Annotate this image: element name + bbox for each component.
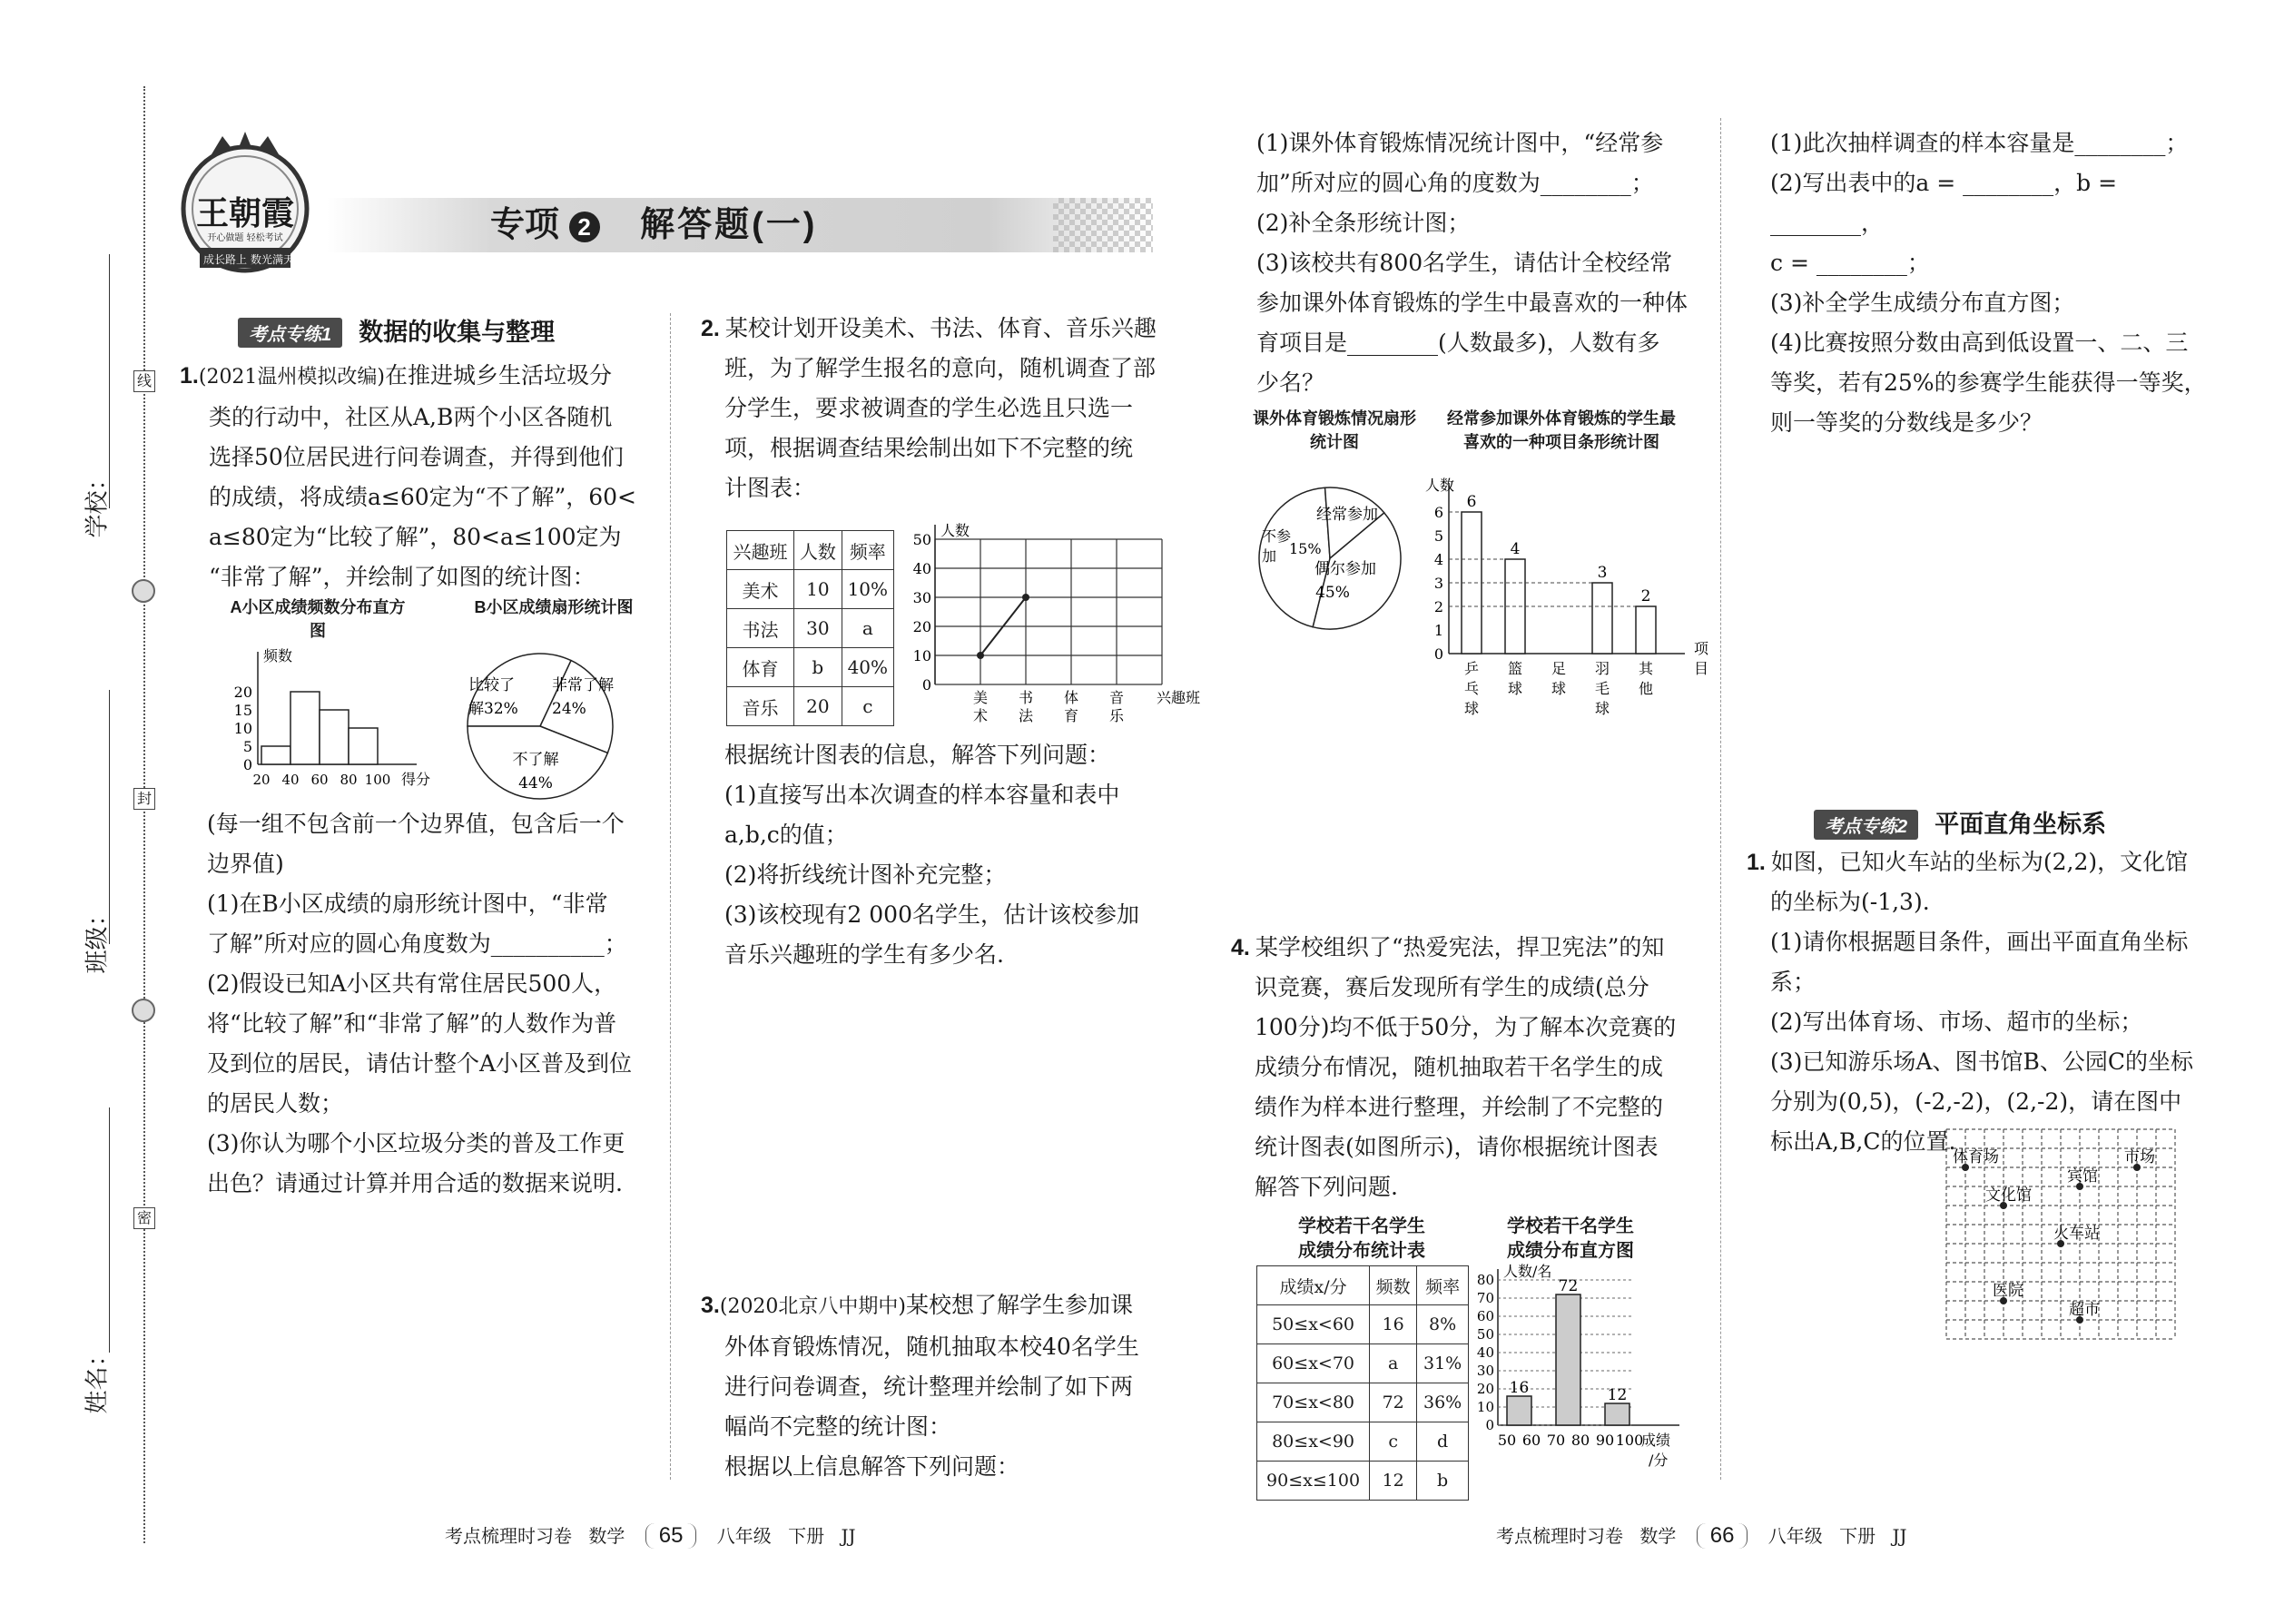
- q2-after-line: (2)将折线统计图补充完整；: [724, 861, 1007, 888]
- q2-text: [701, 309, 1164, 508]
- x-tick-label: 球: [1594, 700, 1610, 717]
- q4-line: 成绩分布情况，随机抽取若干名学生的成: [1255, 1054, 1664, 1080]
- x-tick-label: 篮: [1507, 660, 1523, 677]
- x-tick-label: 乓: [1463, 680, 1480, 697]
- q4-table-cell: 90≤x≤100: [1257, 1462, 1370, 1501]
- q3-pie-title: [1253, 407, 1416, 454]
- q4-table-header-row: [1257, 1266, 1469, 1305]
- x-tick-label: 50: [1497, 1432, 1517, 1449]
- q2-line: 班，为了解学生报名的意向，随机调查了部: [724, 355, 1157, 381]
- q4-sub: [1770, 123, 2224, 443]
- q2-table-cell: b: [794, 648, 842, 687]
- q4-sub-line: (4)比赛按照分数由高到低设置一、二、三: [1770, 330, 2189, 356]
- q2-after-line: (1)直接写出本次调查的样本容量和表中: [724, 782, 1120, 808]
- footer-book: 考点梳理时习卷: [1496, 1525, 1623, 1547]
- q3-source: (2020北京八中期中): [719, 1295, 907, 1318]
- header-main-title: 解答题(一): [640, 206, 818, 244]
- x-tick-label: 100: [364, 772, 391, 788]
- q4-sub-line: c = ________；: [1770, 250, 1930, 276]
- y-tick-label: 10: [233, 720, 252, 737]
- q1-sub: 及到位的居民，请估计整个A小区普及到位: [207, 1050, 633, 1077]
- q2-table-cell: 体育: [727, 648, 794, 687]
- q3-line: 幅尚不完整的统计图：: [724, 1413, 952, 1440]
- map-label: 医院: [1993, 1282, 2023, 1300]
- q4-line: 100分)均不低于50分，为了解本次竞赛的: [1255, 1014, 1677, 1040]
- q1-line: 类的行动中，社区从A,B两个小区各随机: [209, 404, 613, 430]
- x-tick-label: 80: [1570, 1432, 1590, 1449]
- x-tick-label: 其: [1638, 660, 1654, 677]
- q1-pie-title: [472, 595, 635, 619]
- name-line: [109, 1107, 110, 1353]
- s2q1-line: (3)已知游乐场A、图书馆B、公园C的坐标: [1770, 1048, 2193, 1075]
- y-axis-label: 频数: [263, 647, 293, 664]
- y-tick-label: 0: [921, 676, 931, 694]
- binding-circle-2: [132, 999, 155, 1022]
- pie-value-label: 45%: [1315, 584, 1350, 602]
- q3-line: 根据以上信息解答下列问题：: [724, 1453, 1020, 1480]
- footer-book: 考点梳理时习卷: [445, 1525, 572, 1547]
- map-label: 文化馆: [1985, 1186, 2032, 1205]
- x-tick-label: 球: [1551, 680, 1567, 697]
- q2-table-header-cell: 人数: [794, 531, 842, 570]
- footer-term: 下册: [788, 1525, 825, 1547]
- y-tick-label: 10: [912, 647, 931, 664]
- logo-motto-right: 数光满天: [251, 253, 295, 266]
- q2-table-cell: 美术: [727, 570, 794, 609]
- q3-text: [701, 1285, 1173, 1487]
- x-axis-label: 得分: [401, 771, 431, 788]
- q3-bar-title: [1443, 407, 1679, 454]
- q4-sub-line: (2)写出表中的a = ________，b = ________，: [1770, 170, 2118, 236]
- y-tick-label: 5: [242, 738, 252, 755]
- footer-subject: 数学: [588, 1525, 625, 1547]
- x-tick-label: 球: [1507, 680, 1523, 697]
- footer-left: [445, 1521, 856, 1549]
- logo-motto-left: 成长路上: [203, 253, 248, 266]
- q1-note: (每一组不包含前一个边界值，包含后一个: [207, 811, 625, 837]
- q2-table-cell: 10: [794, 570, 842, 609]
- y-tick-label: 6: [1433, 504, 1443, 521]
- q1-note: 边界值): [207, 851, 284, 877]
- y-tick-label: 0: [242, 756, 252, 773]
- logo-name: 王朝霞: [195, 194, 294, 232]
- footer-subject: 数学: [1639, 1525, 1677, 1547]
- footer-edition: JJ: [1892, 1525, 1907, 1547]
- q1-sub: 了解”所对应的圆心角度数为__________；: [207, 930, 627, 957]
- x-tick-label: 音: [1108, 689, 1125, 706]
- q1-histogram: [218, 645, 454, 799]
- x-tick-label: 40: [281, 772, 300, 788]
- y-tick-label: 15: [233, 702, 252, 719]
- footer-edition: JJ: [841, 1525, 856, 1547]
- s2q1-line: 如图，已知火车站的坐标为(2,2)，文化馆: [1770, 849, 2189, 875]
- footer-right: [1496, 1521, 1907, 1549]
- q4-sub-line: 等奖，若有25%的参赛学生能获得一等奖，: [1770, 369, 2207, 396]
- q4-table-cell: 36%: [1417, 1383, 1469, 1422]
- x-tick-label: 球: [1463, 700, 1480, 717]
- q2-table-row: [727, 648, 894, 687]
- x-tick-label: 60: [1521, 1432, 1541, 1449]
- q4-histogram: [1471, 1262, 1716, 1480]
- q2-table-cell: c: [842, 687, 893, 726]
- bar-value-label: 16: [1509, 1379, 1530, 1397]
- footer-term: 下册: [1839, 1525, 1876, 1547]
- bar-value-label: 6: [1466, 493, 1477, 511]
- data-point: [977, 652, 984, 659]
- x-tick-label: 60: [310, 772, 329, 788]
- x-tick-label: 毛: [1594, 680, 1610, 697]
- column-divider-2: [1720, 118, 1721, 1480]
- pie-label: 不了解: [512, 751, 559, 769]
- q4-table-row: [1257, 1344, 1469, 1383]
- q1-pie-chart: [454, 645, 635, 817]
- q4-table-cell: 16: [1370, 1305, 1417, 1344]
- q3-pie-title-text: 课外体育锻炼情况扇形统计图: [1253, 409, 1416, 451]
- q3-cont-line: (3)该校共有800名学生，请估计全校经常: [1256, 250, 1673, 276]
- q4-sub-line: 则一等奖的分数线是多少？: [1770, 409, 2043, 436]
- pie-label: 24%: [552, 700, 586, 718]
- pie-label: 加: [1262, 547, 1277, 565]
- q4-table-cell: b: [1417, 1462, 1469, 1501]
- x-axis-label: 项: [1694, 640, 1709, 657]
- y-tick-label: 70: [1476, 1290, 1494, 1306]
- q1-number: 1.: [180, 363, 199, 389]
- binding-circle-1: [132, 579, 155, 603]
- footer-grade: 八年级: [716, 1525, 772, 1547]
- q4-table-cell: c: [1370, 1422, 1417, 1462]
- q1-line: a≤80定为“比较了解”，80<a≤100定为: [209, 524, 622, 550]
- q3-cont: [1256, 123, 1710, 403]
- x-axis-label: 成绩: [1641, 1432, 1671, 1449]
- q4-table-row: [1257, 1305, 1469, 1344]
- bar-value-label: 12: [1607, 1386, 1628, 1404]
- q3-pie-chart: [1253, 472, 1416, 654]
- y-tick-label: 30: [912, 589, 931, 606]
- bar-value-label: 4: [1510, 540, 1521, 558]
- histogram-bar: [1605, 1403, 1629, 1425]
- y-axis-label: 人数: [1425, 477, 1455, 494]
- q1-sub: (1)在B小区成绩的扇形统计图中，“非常: [207, 891, 608, 917]
- class-line: [109, 690, 110, 944]
- data-point: [1022, 594, 1029, 601]
- y-tick-label: 60: [1476, 1308, 1494, 1324]
- logo-small: 开心做题 轻松考试: [207, 233, 283, 243]
- q4-number: 4.: [1231, 935, 1250, 960]
- bar-value-label: 2: [1640, 587, 1651, 605]
- q2-table-cell: 书法: [727, 609, 794, 648]
- header-title: [490, 198, 817, 252]
- q3-cont-line: 少名？: [1256, 369, 1325, 396]
- q4-table-cell: 31%: [1417, 1344, 1469, 1383]
- q3-cont-line: 参加课外体育锻炼的学生中最喜欢的一种体: [1256, 290, 1689, 316]
- q4-hist-title: [1471, 1215, 1670, 1264]
- footer-page-number: 65: [645, 1523, 697, 1549]
- y-tick-label: 20: [912, 618, 931, 635]
- q1-line: 的成绩，将成绩a≤60定为“不了解”，60<: [209, 484, 636, 510]
- q4-table: [1256, 1265, 1469, 1501]
- q2-table-row: [727, 609, 894, 648]
- binding-word-mi: 密: [133, 1207, 155, 1229]
- section2-title: 平面直角坐标系: [1935, 811, 2107, 838]
- q4-sub-line: (1)此次抽样调查的样本容量是________；: [1770, 130, 2189, 156]
- pie-label: 经常参加: [1316, 506, 1378, 524]
- column-divider-1: [670, 313, 671, 1480]
- s2q1-text: [1747, 842, 2219, 1162]
- q2-line: 计图表：: [724, 475, 816, 501]
- q4-table-header-cell: 频率: [1417, 1266, 1469, 1305]
- q1-subtext: [207, 804, 652, 1204]
- q4-text: [1231, 928, 1703, 1207]
- q4-line: 某学校组织了“热爱宪法，捍卫宪法”的知: [1255, 934, 1665, 960]
- q2-table-header-cell: 兴趣班: [727, 531, 794, 570]
- s2q1-line: 分别为(0,5)，(-2,-2)，(2,-2)，请在图中: [1770, 1088, 2182, 1115]
- q3-cont-line: 育项目是________(人数最多)，人数有多: [1256, 330, 1660, 356]
- special-label: 专项: [490, 206, 560, 244]
- pie-label: 比较了: [468, 676, 515, 694]
- q3-number: 3.: [701, 1293, 720, 1318]
- q4-table-cell: 80≤x<90: [1257, 1422, 1370, 1462]
- q3-line: 某校想了解学生参加课: [906, 1292, 1134, 1318]
- y-tick-label: 80: [1476, 1272, 1494, 1288]
- q2-number: 2.: [701, 316, 720, 341]
- q1-source: (2021温州模拟改编): [198, 366, 386, 389]
- q1-line: 选择50位居民进行问卷调查，并得到他们: [209, 444, 624, 470]
- section1-tag: 考点专练1: [238, 318, 342, 348]
- q4-table-cell: 70≤x<80: [1257, 1383, 1370, 1422]
- q4-hist-title-1: 学校若干名学生: [1507, 1216, 1634, 1236]
- q1-sub: 出色？请通过计算并用合适的数据来说明.: [207, 1170, 623, 1196]
- q4-table-row: [1257, 1383, 1469, 1422]
- section2-head: [1814, 804, 2106, 840]
- s2q1-line: (2)写出体育场、市场、超市的坐标；: [1770, 1009, 2143, 1035]
- s2q1-line: 标出A,B,C的位置.: [1770, 1128, 1956, 1155]
- q4-table-title-1: 学校若干名学生: [1298, 1216, 1425, 1236]
- q2-table-row: [727, 570, 894, 609]
- y-tick-label: 20: [233, 684, 252, 701]
- x-axis-label: 兴趣班: [1157, 689, 1201, 706]
- x-tick-label: 术: [972, 707, 989, 724]
- q3-cont-line: (1)课外体育锻炼情况统计图中，“经常参: [1256, 130, 1664, 156]
- s2q1-line: (1)请你根据题目条件，画出平面直角坐标系；: [1770, 929, 2189, 995]
- y-tick-label: 1: [1433, 622, 1443, 639]
- q4-line: 解答下列问题.: [1255, 1174, 1398, 1200]
- y-tick-label: 30: [1476, 1363, 1494, 1379]
- x-tick-label: 育: [1063, 707, 1079, 724]
- q1-sub: 将“比较了解”和“非常了解”的人数作为普: [207, 1010, 617, 1037]
- pie-label: 非常了解: [552, 676, 614, 694]
- q4-table-cell: a: [1370, 1344, 1417, 1383]
- bar-value-label: 72: [1558, 1277, 1579, 1295]
- q2-line-chart: [908, 514, 1201, 732]
- q2-after-line: 根据统计图表的信息，解答下列问题：: [724, 742, 1111, 768]
- histogram-bar: [1556, 1294, 1580, 1425]
- q2-table-header-cell: 频率: [842, 531, 893, 570]
- x-tick-label: 100: [1615, 1432, 1644, 1449]
- map-label: 火车站: [2053, 1225, 2100, 1243]
- x-tick-label: 80: [340, 772, 358, 788]
- y-tick-label: 40: [1476, 1344, 1494, 1361]
- y-tick-label: 0: [1485, 1417, 1494, 1433]
- q2-table-cell: 10%: [842, 570, 893, 609]
- logo: [172, 132, 318, 277]
- footer-grade: 八年级: [1767, 1525, 1823, 1547]
- bar: [1592, 583, 1612, 654]
- x-tick-label: 乐: [1108, 707, 1125, 724]
- q2-table-header-row: [727, 531, 894, 570]
- q1-sub: (3)你认为哪个小区垃圾分类的普及工作更: [207, 1130, 625, 1156]
- q2-table-row: [727, 687, 894, 726]
- q3-cont-line: (2)补全条形统计图；: [1256, 210, 1471, 236]
- map-label: 超市: [2069, 1301, 2100, 1319]
- section1-title: 数据的收集与整理: [359, 319, 556, 346]
- q4-table-cell: 72: [1370, 1383, 1417, 1422]
- y-tick-label: 2: [1433, 598, 1443, 615]
- pie-label: 偶尔参加: [1314, 560, 1376, 578]
- histogram-bar: [349, 728, 378, 764]
- name-label: 姓名：: [84, 1343, 112, 1414]
- bar-value-label: 3: [1597, 564, 1608, 582]
- x-tick-label: 美: [972, 689, 989, 706]
- y-tick-label: 50: [1476, 1326, 1494, 1343]
- q4-table-cell: 12: [1370, 1462, 1417, 1501]
- y-tick-label: 20: [1476, 1381, 1494, 1397]
- y-tick-label: 3: [1433, 575, 1443, 592]
- binding-line: [143, 86, 145, 1543]
- map-label: 宾馆: [2067, 1167, 2098, 1186]
- school-line: [109, 254, 110, 508]
- q4-sub-line: (3)补全学生成绩分布直方图；: [1770, 290, 2075, 316]
- q3-line: 进行问卷调查，统计整理并绘制了如下两: [724, 1373, 1134, 1400]
- histogram-bar: [290, 692, 320, 764]
- q4-table-row: [1257, 1462, 1469, 1501]
- q4-table-cell: 8%: [1417, 1305, 1469, 1344]
- y-tick-label: 0: [1433, 645, 1443, 663]
- x-tick-label: 乒: [1463, 660, 1480, 677]
- x-tick-label: 足: [1551, 660, 1567, 677]
- x-axis-label: /分: [1649, 1452, 1669, 1469]
- pie-label: 解32%: [468, 700, 518, 718]
- histogram-bar: [1507, 1396, 1531, 1425]
- q2-table-cell: 40%: [842, 648, 893, 687]
- x-tick-label: 法: [1018, 707, 1034, 724]
- x-tick-label: 他: [1638, 680, 1654, 697]
- q1-sub: 的居民人数；: [207, 1090, 344, 1117]
- y-tick-label: 10: [1476, 1399, 1494, 1415]
- q4-table-cell: 60≤x<70: [1257, 1344, 1370, 1383]
- q4-table-title-2: 成绩分布统计表: [1298, 1241, 1425, 1261]
- pie-value-label: 15%: [1289, 540, 1322, 557]
- y-axis-label: 人数/名: [1503, 1263, 1552, 1280]
- pie-label: 不参: [1262, 527, 1292, 545]
- q1-hist-title: [227, 595, 409, 643]
- map-label: 体育场: [1953, 1148, 1999, 1166]
- q2-after: [724, 735, 1178, 975]
- y-axis-label: 人数: [940, 522, 970, 539]
- q4-table-row: [1257, 1422, 1469, 1462]
- x-tick-label: 羽: [1594, 660, 1610, 677]
- y-tick-label: 50: [912, 531, 931, 548]
- histogram-bar: [261, 746, 290, 764]
- q1-line: 在推进城乡生活垃圾分: [385, 362, 613, 389]
- class-label: 班级：: [84, 902, 112, 974]
- q2-line: 分学生，要求被调查的学生必选且只选一: [724, 395, 1134, 421]
- section1-head: [238, 312, 555, 348]
- map-label: 市场: [2124, 1148, 2155, 1166]
- q2-after-line: a,b,c的值；: [724, 822, 848, 848]
- q2-table: [726, 530, 894, 726]
- q3-bar-title-text: 经常参加课外体育锻炼的学生最喜欢的一种项目条形统计图: [1447, 409, 1676, 451]
- x-axis-label: 目: [1694, 660, 1709, 677]
- footer-page-number: 66: [1697, 1523, 1748, 1549]
- q3-line: 外体育锻炼情况，随机抽取本校40名学生: [724, 1334, 1139, 1360]
- s2q1-line: 的坐标为(-1,3).: [1770, 889, 1930, 915]
- q1-hist-title-text: A小区成绩频数分布直方图: [230, 598, 406, 640]
- q1-pie-title-text: B小区成绩扇形统计图: [474, 598, 634, 616]
- q4-hist-title-2: 成绩分布直方图: [1507, 1241, 1634, 1261]
- y-tick-label: 5: [1433, 527, 1443, 545]
- q3-cont-line: 加”所对应的圆心角的度数为________；: [1256, 170, 1654, 196]
- binding-word-xian: 线: [133, 370, 155, 392]
- q4-table-cell: 50≤x<60: [1257, 1305, 1370, 1344]
- histogram-bar: [320, 710, 349, 764]
- q1-line: “非常了解”，并绘制了如图的统计图：: [209, 564, 596, 590]
- section2-tag: 考点专练2: [1814, 810, 1918, 840]
- q4-line: 绩作为样本进行整理，并绘制了不完整的: [1255, 1094, 1664, 1120]
- q4-table-header-cell: 频数: [1370, 1266, 1417, 1305]
- s2q1-number: 1.: [1747, 850, 1766, 875]
- x-tick-label: 书: [1018, 689, 1034, 706]
- q2-table-cell: 20: [794, 687, 842, 726]
- bar: [1636, 606, 1656, 654]
- coordinate-map: [1943, 1126, 2215, 1362]
- q2-after-line: (3)该校现有2 000名学生，估计该校参加: [724, 901, 1139, 928]
- y-tick-label: 40: [912, 560, 931, 577]
- x-tick-label: 体: [1063, 689, 1079, 706]
- x-tick-label: 20: [252, 772, 271, 788]
- special-number: 2: [569, 212, 600, 242]
- q4-table-title: [1257, 1215, 1466, 1264]
- x-tick-label: 90: [1595, 1432, 1615, 1449]
- q1-sub: (2)假设已知A小区共有常住居民500人，: [207, 970, 617, 997]
- q1-text: [180, 356, 643, 597]
- school-label: 学校：: [84, 467, 112, 538]
- header-checker: [1053, 198, 1153, 252]
- q4-line: 统计图表(如图所示)，请你根据统计图表: [1255, 1134, 1659, 1160]
- pie-label: 44%: [518, 774, 553, 792]
- q2-after-line: 音乐兴趣班的学生有多少名.: [724, 941, 1004, 968]
- q2-line: 某校计划开设美术、书法、体育、音乐兴趣: [724, 315, 1157, 341]
- q4-table-cell: d: [1417, 1422, 1469, 1462]
- q4-table-header-cell: 成绩x/分: [1257, 1266, 1370, 1305]
- q2-table-cell: 音乐: [727, 687, 794, 726]
- q2-table-cell: a: [842, 609, 893, 648]
- x-tick-label: 70: [1546, 1432, 1566, 1449]
- q2-line: 项，根据调查结果绘制出如下不完整的统: [724, 435, 1134, 461]
- binding-word-feng: 封: [133, 788, 155, 810]
- q4-line: 识竞赛，赛后发现所有学生的成绩(总分: [1255, 974, 1649, 1000]
- q2-table-cell: 30: [794, 609, 842, 648]
- y-tick-label: 4: [1433, 551, 1443, 568]
- q3-bar-chart: [1416, 472, 1707, 726]
